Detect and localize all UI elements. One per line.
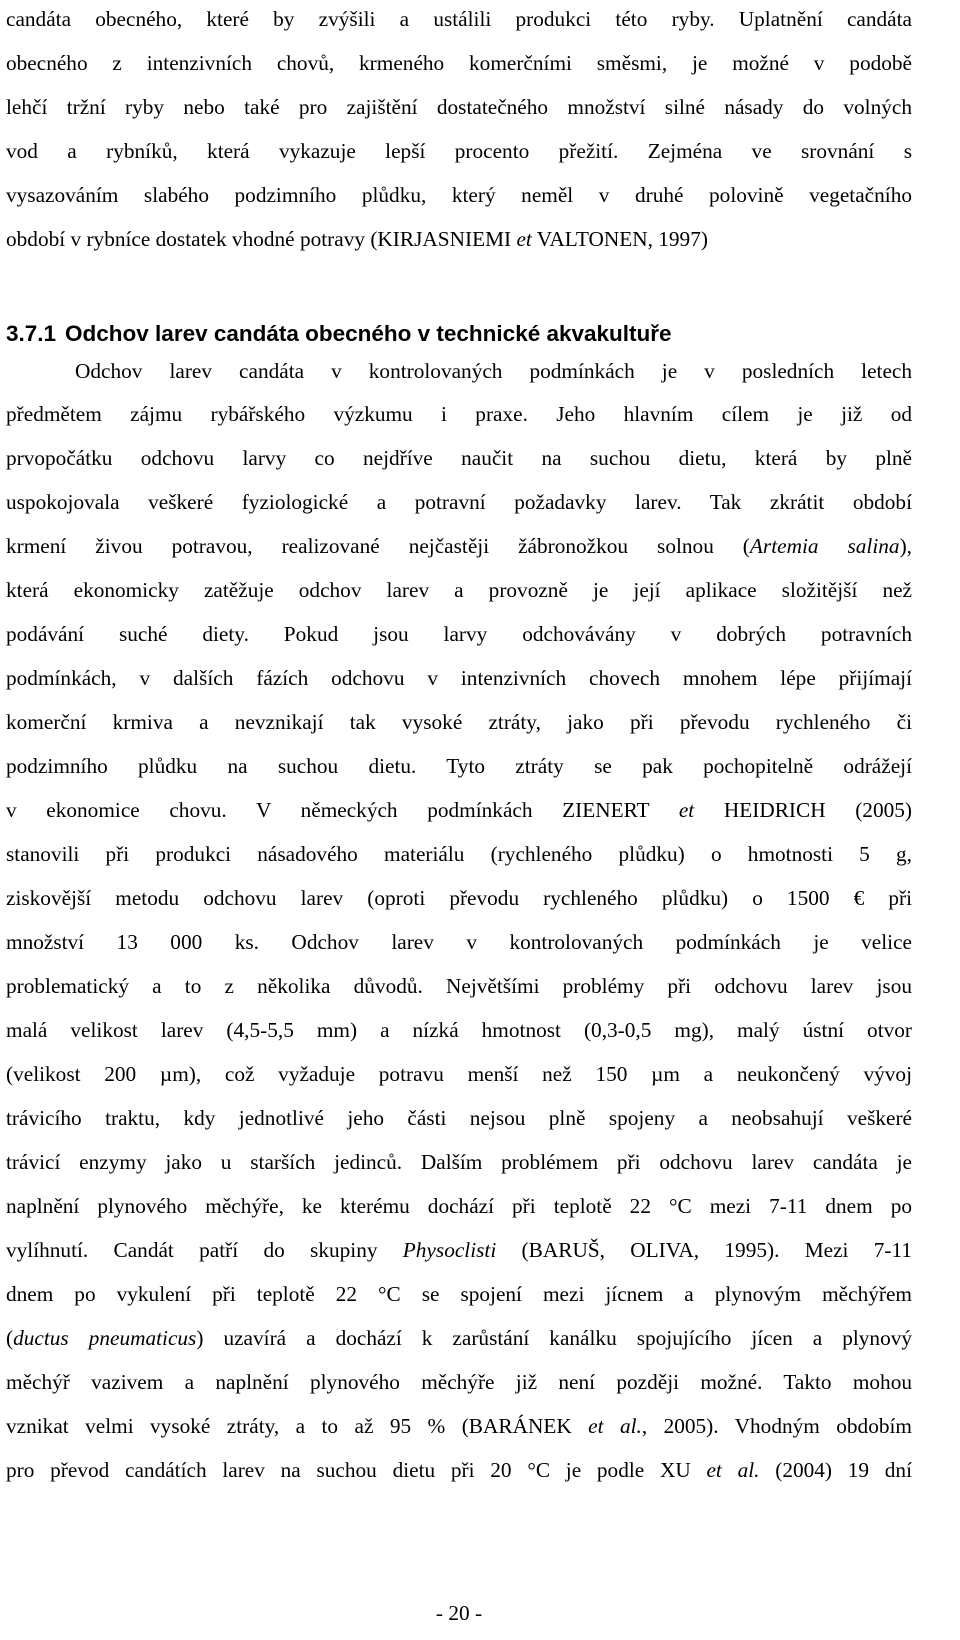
text-line: podzimního plůdku na suchou dietu. Tyto ztráty se pak pochopitelně odrážejí: [6, 754, 912, 778]
text-line: ziskovější metodu odchovu larev (oproti převodu rychleného plůdku) o 1500 € při: [6, 886, 912, 910]
text-line: v ekonomice chovu. V německých podmínkách ZIENERT et HEIDRICH (2005): [6, 798, 912, 822]
text-line: problematický a to z několika důvodů. Největšími problémy při odchovu larev jsou: [6, 974, 912, 998]
text-line: podmínkách, v dalších fázích odchovu v intenzivních chovech mnohem lépe přijímají: [6, 666, 912, 690]
text-line: (velikost 200 µm), což vyžaduje potravu menší než 150 µm a neukončený vývoj: [6, 1062, 912, 1086]
text-line: měchýř vazivem a naplnění plynového měchýře již není později možné. Takto mohou: [6, 1370, 912, 1394]
section-heading: [6, 316, 912, 352]
text-line: která ekonomicky zatěžuje odchov larev a provozně je její aplikace složitější než: [6, 578, 912, 602]
text-line: vylíhnutí. Candát patří do skupiny Physoclisti (BARUŠ, OLIVA, 1995). Mezi 7-11: [6, 1238, 912, 1262]
text-line: vod a rybníků, která vykazuje lepší procento přežití. Zejména ve srovnání s: [6, 139, 912, 163]
page-number: - 20 -: [435, 1601, 483, 1625]
text-line: stanovili při produkci násadového materiálu (rychleného plůdku) o hmotnosti 5 g,: [6, 842, 912, 866]
section-number: 3.7.1: [6, 321, 57, 346]
text-line: (ductus pneumaticus) uzavírá a dochází k zarůstání kanálku spojujícího jícen a plynový: [6, 1326, 912, 1350]
text-line: Odchov larev candáta v kontrolovaných podmínkách je v posledních letech: [75, 359, 912, 383]
text-line: období v rybníce dostatek vhodné potravy (KIRJASNIEMI et VALTONEN, 1997): [6, 227, 708, 251]
text-line: předmětem zájmu rybářského výzkumu i praxe. Jeho hlavním cílem je již od: [6, 402, 912, 426]
text-line: komerční krmiva a nevznikají tak vysoké ztráty, jako při převodu rychleného či: [6, 710, 912, 734]
text-line: naplnění plynového měchýře, ke kterému dochází při teplotě 22 °C mezi 7-11 dnem po: [6, 1194, 912, 1218]
text-line: vysazováním slabého podzimního plůdku, který neměl v druhé polovině vegetačního: [6, 183, 912, 207]
text-line: trávicího traktu, kdy jednotlivé jeho části nejsou plně spojeny a neobsahují veškeré: [6, 1106, 912, 1130]
text-line: vznikat velmi vysoké ztráty, a to až 95 % (BARÁNEK et al., 2005). Vhodným obdobím: [6, 1414, 912, 1438]
text-line: lehčí tržní ryby nebo také pro zajištění dostatečného množství silné násady do volných: [6, 95, 912, 119]
text-line: krmení živou potravou, realizované nejčastěji žábronožkou solnou (Artemia salina),: [6, 534, 912, 558]
text-line: trávicí enzymy jako u starších jedinců. Dalším problémem při odchovu larev candáta je: [6, 1150, 912, 1174]
text-line: podávání suché diety. Pokud jsou larvy odchovávány v dobrých potravních: [6, 622, 912, 646]
text-line: dnem po vykulení při teplotě 22 °C se spojení mezi jícnem a plynovým měchýřem: [6, 1282, 912, 1306]
text-line: malá velikost larev (4,5-5,5 mm) a nízká hmotnost (0,3-0,5 mg), malý ústní otvor: [6, 1018, 912, 1042]
text-line: obecného z intenzivních chovů, krmeného komerčními směsmi, je možné v podobě: [6, 51, 912, 75]
text-line: pro převod candátích larev na suchou dietu při 20 °C je podle XU et al. (2004) 19 dní: [6, 1458, 912, 1482]
text-line: prvopočátku odchovu larvy co nejdříve naučit na suchou dietu, která by plně: [6, 446, 912, 470]
section-title: Odchov larev candáta obecného v technické akvakultuře: [65, 321, 672, 346]
text-line: množství 13 000 ks. Odchov larev v kontrolovaných podmínkách je velice: [6, 930, 912, 954]
text-line: uspokojovala veškeré fyziologické a potravní požadavky larev. Tak zkrátit období: [6, 490, 912, 514]
text-line: candáta obecného, které by zvýšili a ustálili produkci této ryby. Uplatnění candáta: [6, 7, 912, 31]
